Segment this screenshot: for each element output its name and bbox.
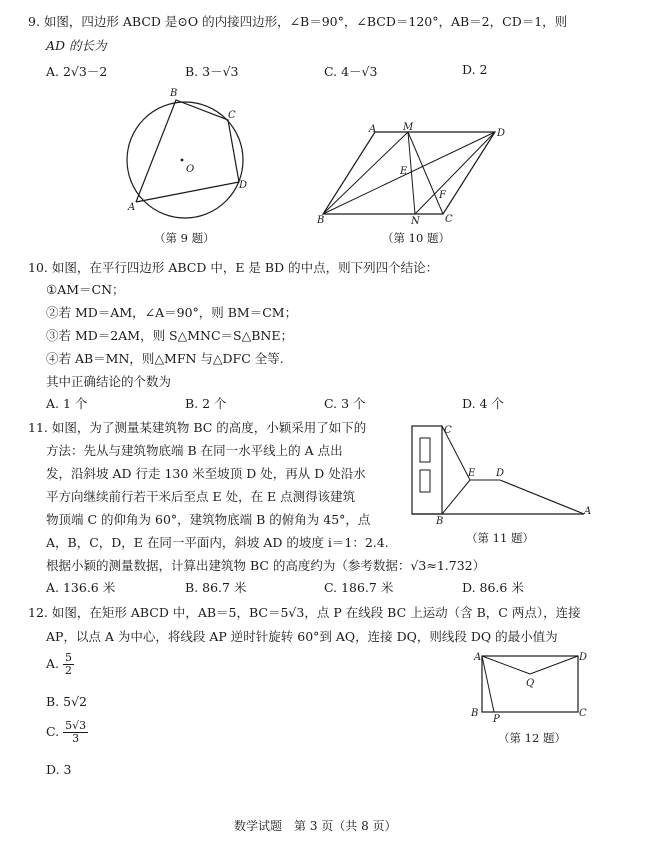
q9-label-o: O (186, 164, 195, 175)
q12-label-p: P (493, 714, 500, 724)
q11-label-d: D (496, 468, 505, 479)
q11-label-b: B (436, 516, 444, 524)
q9-stem-line1: 9. 如图，四边形 ABCD 是⊙O 的内接四边形，∠B＝90°，∠BCD＝120°，AB＝2，CD＝1，则 (28, 14, 568, 29)
q9-label-d: D (239, 180, 248, 191)
q9-label-c: C (228, 110, 236, 121)
q12-option-c (46, 720, 88, 745)
q11-option-b: B. 86.7 米 (185, 580, 247, 595)
q10-label-f: F (439, 190, 446, 201)
q12-option-c-numerator: 5√3 (65, 719, 87, 732)
q10-item-3: ③若 MD＝2AM，则 S△MNC＝S△BNE； (46, 328, 293, 343)
q11-line-3: 发，沿斜坡 AD 行走 130 米至坡顶 D 处，再从 D 处沿水 (46, 466, 366, 481)
q10-label-c: C (445, 214, 453, 225)
q12-stem-line2: AP，以点 A 为中心，将线段 AP 逆时针旋转 60°到 AQ，连接 DQ，则线段 DQ 的最小值为 (46, 629, 558, 644)
q9-figure (120, 86, 270, 226)
q12-option-c-denominator: 3 (72, 732, 80, 745)
q12-option-b: B. 5√2 (46, 694, 88, 709)
q11-line-1: 11. 如图，为了测量某建筑物 BC 的高度，小颖采用了如下的 (28, 420, 367, 435)
q10-question: 其中正确结论的个数为 (46, 374, 172, 389)
q11-line-7: 根据小颖的测量数据，计算出建筑物 BC 的高度约为（参考数据：√3≈1.732） (46, 558, 486, 573)
q10-option-b: B. 2 个 (185, 396, 227, 411)
q9-label-a: A (128, 202, 136, 213)
q10-item-4: ④若 AB＝MN，则△MFN 与△DFC 全等. (46, 351, 284, 366)
q12-option-a (46, 652, 74, 677)
q12-option-d: D. 3 (46, 762, 72, 777)
q11-line-6: A，B，C，D，E 在同一平面内，斜坡 AD 的坡度 i＝1：2.4. (46, 535, 389, 550)
q9-option-b: B. 3－√3 (185, 64, 239, 79)
q10-option-d: D. 4 个 (462, 396, 504, 411)
q9-stem-line2: AD 的长为 (46, 38, 107, 53)
q10-item-2: ②若 MD＝AM，∠A＝90°，则 BM＝CM； (46, 305, 298, 320)
q12-label-c: C (579, 708, 587, 719)
q9-figure-caption: （第 9 题） (154, 231, 215, 245)
q12-label-q: Q (526, 678, 535, 689)
q12-figure (466, 648, 596, 724)
q12-option-a-denominator: 2 (65, 664, 72, 677)
q11-label-c: C (444, 425, 452, 436)
q9-option-d: D. 2 (462, 62, 488, 77)
q10-label-e: E (400, 166, 408, 177)
q11-line-2: 方法：先从与建筑物底端 B 在同一水平线上的 A 点出 (46, 443, 343, 458)
q12-option-a-numerator: 5 (65, 651, 72, 664)
q10-label-d: D (497, 128, 506, 139)
q10-option-c: C. 3 个 (324, 396, 366, 411)
q12-stem-line1: 12. 如图，在矩形 ABCD 中，AB＝5，BC＝5√3，点 P 在线段 BC 上运动（含 B，C 两点），连接 (28, 605, 581, 620)
q12-option-c-prefix: C. (46, 724, 60, 739)
q9-option-a: A. 2√3－2 (46, 64, 108, 79)
q9-label-b: B (170, 88, 178, 99)
q10-option-a: A. 1 个 (46, 396, 88, 411)
q10-label-b: B (317, 215, 325, 226)
q12-label-b: B (471, 708, 479, 719)
q11-option-d: D. 86.6 米 (462, 580, 524, 595)
q12-option-a-prefix: A. (46, 656, 60, 671)
q12-figure-caption: （第 12 题） (498, 731, 566, 745)
q11-line-5: 物顶端 C 的仰角为 60°，建筑物底端 B 的俯角为 45°，点 (46, 512, 371, 527)
q12-label-a: A (474, 652, 482, 663)
q10-figure (315, 122, 515, 226)
q11-label-e: E (468, 468, 476, 479)
q12-option-c-fraction (63, 720, 88, 745)
q9-option-c: C. 4－√3 (324, 64, 378, 79)
q12-label-d: D (579, 652, 588, 663)
q11-option-a: A. 136.6 米 (46, 580, 116, 595)
q10-label-n: N (411, 216, 420, 226)
q11-line-4: 平方向继续前行若干米后至点 E 处，在 E 点测得该建筑 (46, 489, 356, 504)
q10-item-1: ①AM＝CN； (46, 282, 125, 297)
q11-label-a: A (584, 506, 592, 517)
q10-label-m: M (403, 122, 414, 133)
q11-figure (408, 420, 594, 524)
q11-figure-caption: （第 11 题） (466, 531, 534, 545)
q11-option-c: C. 186.7 米 (324, 580, 394, 595)
q12-option-a-fraction (63, 652, 74, 677)
page-footer: 数学试题 第 3 页（共 8 页） (234, 819, 397, 833)
q10-stem: 10. 如图，在平行四边形 ABCD 中，E 是 BD 的中点，则下列四个结论： (28, 260, 439, 275)
q10-figure-caption: （第 10 题） (382, 231, 450, 245)
q10-label-a: A (369, 124, 377, 135)
